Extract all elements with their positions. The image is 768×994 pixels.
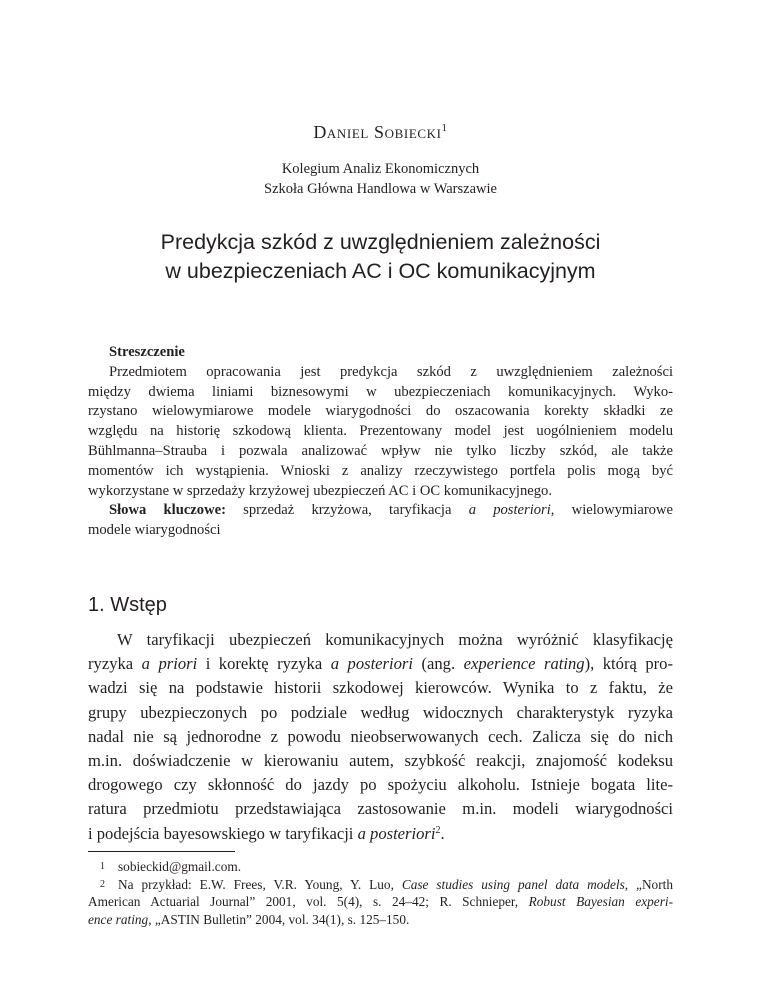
abstract-line: momentów ich wystąpienia. Wnioski z analizy rzeczywistego portfela polis mogą być — [88, 462, 673, 479]
footnote-1 — [88, 858, 673, 876]
body-line: wadzi się na podstawie historii szkodowej kierowców. Wynika to z faktu, że — [88, 678, 673, 698]
abstract — [88, 343, 673, 541]
body-line: W taryfikacji ubezpieczeń komunikacyjnych można wyróżnić klasyfikację — [117, 630, 673, 649]
body-line: nadal nie są jednorodne z powodu nieobserwowanych cech. Zalicza się do nich — [88, 726, 673, 746]
footnote-2-line-3 — [88, 911, 673, 929]
footnote-text: , „ASTIN Bulletin” 2004, vol. 34(1), s. 125–150. — [148, 911, 410, 927]
footnote-text: American Actuarial Journal” 2001, vol. 5(4), s. 24–42; R. Schnieper, — [88, 894, 529, 909]
body-text: (ang. — [412, 654, 464, 674]
author-footnote-mark: 1 — [441, 122, 448, 134]
body-text: i podejścia bayesowskiego w taryfikacji — [88, 823, 358, 843]
body-line: m.in. doświadczenie w kierowaniu autem, szybkość reakcji, znajomość kodeksu — [88, 751, 673, 771]
footnote-number: 2 — [100, 878, 105, 890]
body-text: ), którą pro- — [584, 654, 674, 674]
footnote-italic: Robust Bayesian experi- — [528, 894, 673, 909]
footnote-italic: Case studies using panel data models — [401, 876, 625, 892]
keywords-text: sprzedaż krzyżowa, taryfikacja — [225, 502, 469, 519]
title-line-2: w ubezpieczeniach AC i OC komunikacyjnym — [165, 259, 596, 283]
abstract-line: między dwiema liniami biznesowymi w ubezpieczeniach komunikacyjnych. Wyko- — [88, 383, 673, 400]
paper-page — [88, 0, 673, 994]
body-text: i korektę ryzyka — [197, 654, 331, 674]
abstract-line: Przedmiotem opracowania jest predykcja szkód z uwzględnieniem zależności — [109, 363, 673, 380]
body-italic: a priori — [141, 654, 198, 674]
abstract-heading: Streszczenie — [109, 344, 185, 360]
body-line: drogowego czy skłonność do jazdy po spożyciu alkoholu. Istnieje bogata lite- — [88, 775, 673, 795]
title-line-1: Predykcja szkód z uwzględnieniem zależności — [160, 230, 601, 254]
footnotes — [88, 858, 673, 928]
body-text: ryzyka — [88, 654, 142, 674]
body-line — [88, 822, 673, 846]
footnote-number: 1 — [100, 861, 105, 872]
footnote-text: Na przykład: E.W. Frees, V.R. Young, Y. Luo, — [118, 876, 402, 892]
keywords-italic: a posteriori — [468, 502, 551, 519]
affiliation-line-1: Kolegium Analiz Ekonomicznych — [281, 161, 480, 177]
keywords-line — [88, 501, 673, 521]
affiliation-line-2: Szkoła Główna Handlowa w Warszawie — [264, 181, 497, 197]
footnote-text: sobieckid@gmail.com. — [118, 859, 242, 874]
body-paragraph — [88, 628, 673, 846]
body-line: grupy ubezpieczonych po podziale według widocznych charakterystyk ryzyka — [88, 702, 673, 722]
keywords-label: Słowa kluczowe: — [109, 502, 226, 519]
body-italic: a posteriori — [357, 823, 436, 843]
body-text: . — [440, 823, 445, 843]
abstract-line: wykorzystane w sprzedaży krzyżowej ubezpieczeń AC i OC komunikacyjnego. — [88, 482, 553, 499]
footnote-2-line-2 — [88, 893, 673, 911]
footnote-separator — [88, 851, 235, 852]
footnote-2 — [88, 876, 673, 894]
author-line — [88, 122, 673, 143]
author-name: Daniel Sobiecki — [313, 122, 442, 142]
section-heading: 1. Wstęp — [88, 594, 167, 616]
footnote-italic: ence rating — [88, 911, 149, 927]
body-italic: experience rating — [463, 654, 585, 674]
body-line: ratura przedmiotu przedstawiająca zastosowanie m.in. modeli wiarygodności — [88, 799, 673, 819]
abstract-line: rzystano wielowymiarowe modele wiarygodności do oszacowania korekty składki ze — [88, 403, 673, 420]
keywords-text: , wielowymiarowe — [550, 502, 673, 519]
abstract-line: Bühlmanna–Strauba i pozwala analizować wpływ nie tylko liczby szkód, ale także — [88, 442, 673, 459]
body-italic: a posteriori — [330, 654, 413, 674]
body-line — [88, 652, 673, 676]
footnote-mark: 2 — [435, 824, 441, 836]
abstract-line: względu na historię szkodową klienta. Prezentowany model jest uogólnieniem modelu — [88, 423, 673, 440]
paper-title — [88, 228, 673, 286]
keywords-line-2: modele wiarygodności — [88, 522, 221, 539]
footnote-text: , „North — [624, 876, 673, 892]
